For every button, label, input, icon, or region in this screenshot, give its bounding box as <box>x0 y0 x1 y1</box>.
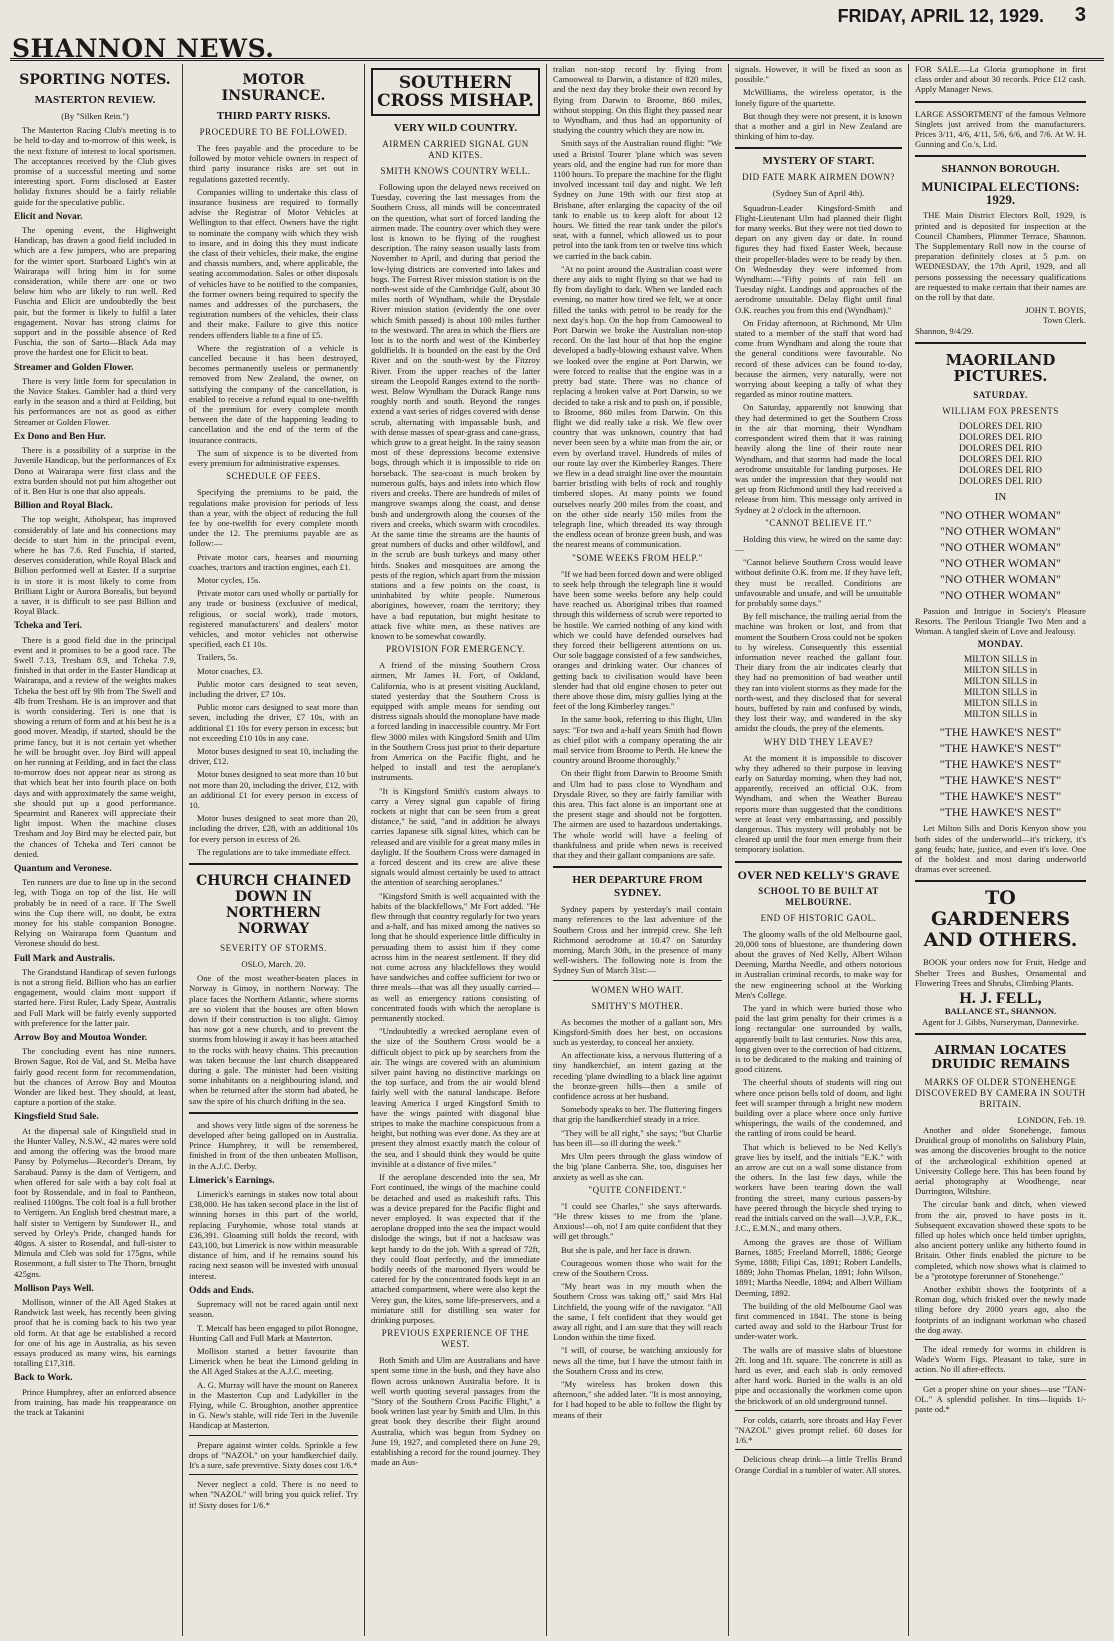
byline: (By "Silken Rein.") <box>61 111 129 121</box>
paragraph: The fees payable and the procedure to be followed by motor vehicle owners in respect of third party insurance risks are set out in regulations gazetted recently. <box>189 143 358 184</box>
article-title: SOUTHERN CROSS MISHAP. <box>371 68 540 116</box>
list-item: "NO OTHER WOMAN" <box>940 523 1061 538</box>
article-title: HER DEPARTURE FROM SYDNEY. <box>572 874 703 900</box>
paragraph: Motor cycles, 15s. <box>197 574 261 585</box>
cinema-title: MAORILAND PICTURES. <box>945 350 1056 385</box>
classified-ad: FOR SALE.—La Gloria gramophone in first class order and about 30 records. Price £12 cash. Apply Manager News. <box>915 64 1086 95</box>
column-1 <box>8 64 183 1636</box>
article-subtitle: DID FATE MARK AIRMEN DOWN? <box>742 172 895 183</box>
page-header <box>0 0 1114 64</box>
paragraph: Prince Humphrey, after an enforced absence from training, has made his reappearance on the track at Takanini <box>14 1386 176 1417</box>
article-tagline: AIRMEN CARRIED SIGNAL GUN AND KITES. <box>382 139 529 160</box>
paragraph: Another and older Stonehenge, famous Druidical group of monoliths on Salisbury Plain, was among the discoveries brought to the notice of the archæological exhibition opened at University College here. This has been found by aerial photography at Woodhenge, near Durrington, Wiltshire. <box>915 1124 1086 1197</box>
article-title: CHURCH CHAINED DOWN IN NORTHERN NORWAY <box>196 873 351 937</box>
signature-title: Town Clerk. <box>1043 315 1086 326</box>
paragraph: Courageous women those who wait for the crew of the Southern Cross. <box>553 1257 722 1278</box>
section <box>14 1373 176 1417</box>
star-list <box>915 422 1086 488</box>
article-title: MYSTERY OF START. <box>762 155 875 168</box>
section-head: Quantum and Veronese. <box>14 864 112 875</box>
article-subtitle: SEVERITY OF STORMS. <box>220 943 327 953</box>
advertiser-address: BALLANCE ST., SHANNON. <box>944 1006 1057 1017</box>
notice-title: SHANNON BOROUGH. <box>941 163 1060 176</box>
list-item: DOLORES DEL RIO <box>958 443 1043 454</box>
paragraph: On Saturday, apparently not knowing that they had determined to get the Southern Cross in the air that morning, their Wyndham correspondent wired them that it was raining heavily along the line of their route near Wyndham, and that storms had made the local aerodrome unsuitable for landing purposes. He was under the impression that they would not get up from Richmond until they had received a release from him. This message only arrived in Sydney at 2 o'clock in the afternoon. <box>735 402 902 515</box>
paragraph: There is a good field due in the principal event and it promises to be a good race. The Swell 7.13, Tresham 8.9, and Tcheka 7.9, finished in that order in the Easter Handicap at Wairarapa, and a review of the weights makes Tcheka the best off by 9lb from The Swell and 4lb from Tresham. He is an improver and that is worth considering. Teri is one that is showing a return of form and at his best he is a good mover. Meadip, if started, should be the prime fancy, but it is not certain yet whether he will be brought over. Joy Bird will appeal on her running at Feilding, and in fact the class to-morrow does not appear near as strong as that which beat her into fourth place on both days and with approximately the same weight, she should put up a good performance. Spearmint and Ranerex will appreciate their light impost. When the machine closes Tresham and Joy Bird may be elected pair, but the chances of Tcheka and Teri cannot be denied. <box>14 634 176 859</box>
article-title: OVER NED KELLY'S GRAVE <box>737 867 900 882</box>
paragraph: Holding this view, he wired on the same day:— <box>735 533 902 554</box>
dateline: OSLO, March. 20. <box>241 959 306 969</box>
section <box>14 501 176 616</box>
paragraph: In the same book, referring to this flight, Ulm says: "For two and a-half years Smith had flown as chief pilot with a company operating the air mail service from Broome to Perth. He knew the country around Broome thoroughly." <box>553 714 722 766</box>
paragraph: Motor buses designed to seat 10, including the driver, £12. <box>189 745 358 767</box>
paragraph: On their flight from Darwin to Broome Smith and Ulm had to pass close to Wyndham and Drysdale River, so they are fairly familiar with this area. This fact alone is an important one at the present stage and should not be forgotten. The airmen are used to hazardous undertakings. The whole world will have a feeling of thankfulness and pride when news is received that they and their gallant companions are safe. <box>553 768 722 861</box>
column-6 <box>909 64 1092 1636</box>
advertisement: The ideal remedy for worms in children is Wade's Worm Figs. Pleasant to take, sure in action. No ill after-effects. <box>915 1343 1086 1375</box>
article-subtitle: SMITHY'S MOTHER. <box>591 1000 684 1011</box>
list-item: "THE HAWKE'S NEST" <box>939 773 1062 788</box>
ad-title: TO GARDENERS AND OTHERS. <box>923 887 1078 952</box>
divider <box>915 880 1086 882</box>
column-2 <box>183 64 365 1636</box>
paragraph: But though they were not present, it is known that a mother and a girl in New Zealand are thinking of him to-day. <box>735 110 902 142</box>
section-head: Elicit and Novar. <box>14 211 83 222</box>
paragraph: Where the registration of a vehicle is cancelled because it has been destroyed, becomes permanently useless or permanently removed from New Zealand, the owner, on satisfying the company of the cancellation, is enabled to receive a refund equal to one-twelfth of the premium for every complete month between the date of the happening leading to cancellation and the end of the term of the insurance contracts. <box>189 342 358 445</box>
paragraph: "Undoubtedly a wrecked aeroplane even of the size of the Southern Cross would be a difficult object to pick up by searchers from the air. The wings are covered with an aluminium silver paint having no distinctive markings on the top surface, and from the air would blend fairly well with the natural landscape. Before leaving America I urged Kingsford Smith to have the wings painted with diagonal blue stripes to make the machine conspicuous from a height, but nothing was ever done. As they are at present they almost exactly match the colour of the sea, and I should think they would be quite invisible at a distance of five miles." <box>371 1026 540 1169</box>
divider <box>915 155 1086 157</box>
paragraph: A. G. Murray will have the mount on Ranerex in the Masterton Cup and Ladykiller in the Flying, while C. Broughton, another apprentice in G. New's stable, will ride Teri in the Juvenile Handicap at Masterton. <box>189 1379 358 1431</box>
list-item: "THE HAWKE'S NEST" <box>939 805 1062 820</box>
paragraph: At the dispersal sale of Kingsfield stud in the Hunter Valley, N.S.W., 42 mares were sold and among the offering was the brood mare Pansy by Polymelus—Recorder's Dream, by Sarabaud. Pansy is the dam of Vertigern, and when offered for sale with a bay colt foal at foot by Rossendale, and in foal to Pantheon, realised 1100gns. The colt foal is a full brother to Vertigern. An English bred chestnut mare, a half sister to Vertigern by Sundower II., and served by Orley's Pride, changed hands for 40gns. A sister to Rosendal, and full-sister to Mimula and Cleb was sold for 175gns, while Rosenmont, a full sister to The Thorn, brought 425gns. <box>14 1125 176 1279</box>
article-title: AIRMAN LOCATES DRUIDIC REMAINS <box>931 1041 1070 1071</box>
paragraph: The sum of sixpence is to be diverted from every premium for administrative expenses. <box>189 447 358 469</box>
dateline: LONDON, Feb. 19. <box>1017 1114 1086 1125</box>
article-subtitle: SCHOOL TO BE BUILT AT MELBOURNE. <box>758 885 879 907</box>
list-item: DOLORES DEL RIO <box>958 432 1043 443</box>
section-head: Ex Dono and Ben Hur. <box>14 431 106 442</box>
list-item: MILTON SILLS in <box>963 688 1038 699</box>
paragraph: The gloomy walls of the old Melbourne gaol, 20,000 tons of bluestone, are thundering down about the graves of Ned Kelly, Albert Wilson Deeming, Martha Needle, and others notorious in Australian criminal records, to make way for the new engineering school at the Working Men's College. <box>735 928 902 1000</box>
advertisement: Prepare against winter colds. Sprinkle a few drops of "NAZOL" on your handkerchief daily. It's a sure, safe preventive. Sixty doses cost 1/6.* <box>189 1439 358 1470</box>
divider <box>915 101 1086 103</box>
column-4 <box>547 64 729 1636</box>
paragraph: By fell mischance, the trailing aerial from the machine was broken or lost, and from that moment the Southern Cross could not be spoken to by wireless. Consequently this essential information never reached the gallant four. Their diary from the air indicates clearly that they had no premonition of bad weather until they ran into violent storms as they made for the north-west, and they disclosed that for several hours, buffeted by rain and confused by winds, they lost their way, and wandered in the sky amidst the clouds, the prey of the elements. <box>735 611 902 734</box>
paragraph: That which is believed to be Ned Kelly's grave lies by itself, and the initials "E.K." with an arrow are cut on a wall some distance from the others. In the last few days, while the workers have been tearing down the wall fronting the street, many curious passers-by have peered through the bicycle shed trying to read the initials carved on the wall—J.V.P., F.K., J.C., E.M.N., and many others. <box>735 1141 902 1234</box>
dateline: (Sydney Sun of April 4th). <box>772 188 865 199</box>
presents-line: WILLIAM FOX PRESENTS <box>942 405 1059 416</box>
article-subtitle: MASTERTON REVIEW. <box>34 94 156 106</box>
list-item: "THE HAWKE'S NEST" <box>939 725 1062 740</box>
paragraph: Public motor cars designed to seat seven, including the driver, £7 10s. <box>189 678 358 699</box>
divider <box>189 1474 358 1475</box>
advertisement: Never neglect a cold. There is no need to when "NAZOL" will bring you quick relief. Try it! Sixty doses for 1/6.* <box>189 1479 358 1510</box>
section-head: Back to Work. <box>14 1373 73 1384</box>
signature: JOHN T. BOYIS, <box>1025 305 1086 316</box>
paragraph: The Grandstand Handicap of seven furlongs is not a strong field. Billion who has an earlier engagement, would claim most support if started here. First Ruler, Lady Spear, Australis and Full Mark will be fairly evenly supported with preference for the latter pair. <box>14 966 176 1028</box>
paragraph: As becomes the mother of a gallant son, Mrs Kingsford-Smith does her best, on occasions such as yesterday, to conceal her anxiety. <box>553 1016 722 1048</box>
paragraph: The Masterton Racing Club's meeting is to be held to-day and to-morrow of this week, is the next fixture of interest to local sportsmen. The acceptances received by the Club gives promise of a successful meeting and some interesting sport. Form disclosed at Easter holiday fixtures should be a fairly reliable guide for the speculative public. <box>14 125 176 207</box>
list-item: "NO OTHER WOMAN" <box>940 571 1061 586</box>
section-head: Odds and Ends. <box>189 1285 254 1296</box>
paragraph: The opening event, the Highweight Handicap, has drawn a good field included in which are a few jumpers, who are preparing for the winter sport. Starboard Light's win at Wairarapa will bring him in for some consideration, while there are one or two below him who are likely to run well. Red Fuschia and Elicit are undoubtedly the best pair, but the former is likely to fulfil a later engagement. Novar has strong claims for support and in the possible absence of Red Fuschia, the son of Sarto—Black Ada may prove the hardest one for Elicit to beat. <box>14 225 176 358</box>
list-item: "THE HAWKE'S NEST" <box>939 757 1062 772</box>
paragraph: Motor buses designed to seat more than 10 but not more than 20, including the driver, £12, with an additional £1 for every person in excess of 10. <box>189 769 358 810</box>
article-subtitle: VERY WILD COUNTRY. <box>393 122 518 134</box>
notice-date: Shannon, 9/4/29. <box>915 325 974 336</box>
paragraph: But she is pale, and her face is drawn. <box>561 1244 692 1255</box>
section-head: Kingsfield Stud Sale. <box>14 1112 99 1123</box>
list-item: DOLORES DEL RIO <box>958 476 1043 487</box>
paragraph: Companies willing to undertake this class of insurance business are required to formally advise the Registrar of Motor Vehicles at Wellington to that effect. Owners have the right to nominate the company with which they wish to insure, and in doing this they must indicate the class of their vehicles, their make, the engine and chassis numbers, and, where applicable, the seating accommodation. Sales or other disposals of vehicles have to be notified to the companies, the former owners being required to specify the names and addresses of the purchasers, the registration numbers of the vehicles, their class and their make. Failure to give this notice renders offenders liable to a fine of £5. <box>189 186 358 340</box>
divider <box>553 866 722 868</box>
section <box>14 212 176 358</box>
divider <box>915 342 1086 344</box>
paragraph: tralian non-stop record by flying from Camooweal to Darwin, a distance of 820 miles, and the next day they broke their own record by flying from Darwin to Broome, 860 miles, without stopping. On this flight they passed near to Wyndham, and thus had an opportunity of studying the country which they are now in. <box>553 64 722 136</box>
divider <box>735 147 902 149</box>
paragraph: Somebody speaks to her. The fluttering fingers that grip the handkerchief steady in a trice. <box>553 1104 722 1125</box>
paragraph: Trailers, 5s. <box>197 652 238 663</box>
paragraph: One of the most weather-beaten places in Norway is Gimoy, in northern Norway. The place faces the Northern Atlantic, where storms are so violent that the houses are often blown down if their construction is too slight. Gimoy has now got a new church, and to prevent the storms from blowing it away it has been attached to the rocks with heavy chains. This precaution was taken because the last church disappeared during a gale. The minister had been visiting some inhabitants on a neighbouring island, and when he returned after the storm had abated, he saw the spire of his church drifting in the sea. <box>189 973 358 1106</box>
star-list <box>915 655 1086 721</box>
in-line: IN <box>994 490 1007 503</box>
paragraph: There is very little form for speculation in the Novice Stakes. Gambler had a third very early in the season and a third at Feilding, but his performances are not as good as either Streamer or Golden Flower. <box>14 375 176 427</box>
paragraph: "Kingsford Smith is well acquainted with the habits of the blackfellows," Mr Fort added. "He flew through that country regularly for two years and a-half, and has mixed among the natives so long that he should experience little difficulty in persuading them to assist him if they come across him in the nearest settlement. If they did not come across any blackfellows they would have sandwiches and coffee sufficient for two or three meals—that was all they usually carried—as well as emergency rations consisting of concentrated foods with which the aeroplane is permanently stocked. <box>371 890 540 1024</box>
paragraph: Public motor cars designed to seat more than seven, including the driver, £7 10s, with an additional £1 10s for every person in excess; but not exceeding £10 10s in any case. <box>189 702 358 743</box>
paragraph: "My wireless has broken down this afternoon," she added later. "It is most annoying, for I had hoped to be able to follow the flight by means of their <box>553 1378 722 1420</box>
advertiser-name: H. J. FELL, <box>959 990 1042 1008</box>
paragraph: Mollison started a better favourite than Limerick when he beat the Limond gelding in the All Aged Stakes at the A.J.C. meeting. <box>189 1345 358 1377</box>
divider <box>735 1410 902 1411</box>
list-item: "THE HAWKE'S NEST" <box>939 789 1062 804</box>
list-item: "NO OTHER WOMAN" <box>940 539 1061 554</box>
divider <box>735 1449 902 1450</box>
paragraph: The cheerful shouts of students will ring out where once prison bells told of doom, and light feet will scamper through a bright new modern building over a place where once only furtive whisperings, the wails of the condemned, and the rattling of irons could be heard. <box>735 1077 902 1139</box>
paragraph: The building of the old Melbourne Gaol was first commenced in 1841. The stone is being carted away and sold to the Harbour Trust for under-water work. <box>735 1300 902 1342</box>
divider <box>189 1435 358 1436</box>
paragraph: "They will be all right," she says; "but Charlie has been ill—so ill during the week." <box>553 1127 722 1148</box>
article-title: MOTOR INSURANCE. <box>221 72 326 104</box>
paragraph: The yard in which were buried those who paid the last grim penalty for their crimes is a long rectangular one surrounded by walls, apparently built to last centuries. Now this area, long given over to the correction of bad citizens, is to be dedicated to the making and training of good citizens. <box>735 1003 902 1075</box>
paragraph: Squadron-Leader Kingsford-Smith and Flight-Lieutenant Ulm had planned their flight for many weeks. But they were not tied down to depart on any given day or date. In round figures they had fixed Easter Week, because their propeller-blades were to be ready by then. On Wednesday they were informed from Wyndham:—"Fifty points of rain fell on Tuesday night. Landings and approaches of the aerodrome unsuitable. Delay flight until final O.K. reaches you from this end (Wyndham)." <box>735 202 902 315</box>
day-heading: SATURDAY. <box>973 389 1028 400</box>
section <box>14 432 176 496</box>
masthead: SHANNON NEWS. <box>12 34 275 63</box>
paragraph: "If we had been forced down and were obliged to seek help through the telegraph line it would have been some weeks before any help could have reached us. Aboriginal tribes that roamed through this wilderness of scrub were reported to be hostile. We carried nothing of any kind with which we could have defended ourselves had they forced their belligerent attentions on us. Our sole baggage consisted of a few sandwiches, oranges and drinking water. Our chances of getting back to civilisation would have been slender had that old engine chosen to peter out there above those dim, misty gullies lying at the feet of the long Kimberley ranges." <box>553 568 722 712</box>
paragraph: "I could see Charles," she says afterwards. "He threw kisses to me from the 'plane. Anxious!—oh, no! I am quite confident that they will get through." <box>553 1200 722 1242</box>
list-item: "THE HAWKE'S NEST" <box>939 741 1062 756</box>
list-item: DOLORES DEL RIO <box>958 421 1043 432</box>
section-head: "CANNOT BELIEVE IT." <box>765 517 872 528</box>
paragraph: An affectionate kiss, a nervous fluttering of a tiny handkerchief, an intent gazing at the receding 'plane dwindling to a black line against the bronze-green hills—then a smile of confidence across at her husband. <box>553 1050 722 1102</box>
notice-headline: MUNICIPAL ELECTIONS: 1929. <box>921 179 1080 208</box>
section <box>14 1112 176 1278</box>
section-head: Full Mark and Australis. <box>14 953 115 964</box>
paragraph: Private motor cars used wholly or partially for any trade or business (exclusive of medical, religious, or social work), trade motors, registered manufacturers' and dealers' motor vehicles, and motor vehicles not otherwise specified, each £1 10s. <box>189 588 358 650</box>
advertisement: For colds, catarrh, sore throats and Hay Fever "NAZOL" gives prompt relief. 60 doses for 1/6.* <box>735 1414 902 1446</box>
paragraph: Both Smith and Ulm are Australians and have spent some time in the bush, and they have also flown across unknown Australia before. It is well worth quoting several passages from the "Story of the Southern Cross Pacific Flight," a book written last year by Smith and Ulm. In this great book they describe their flight around Australia, which was begun from Sydney on June 19, 1927, and completed there on June 29, establishing a record for the round journey. They made an Aus- <box>371 1355 540 1468</box>
paragraph: On Friday afternoon, at Richmond, Mr Ulm stated to a member of the staff that word had come from Wyndham and along the route that the general conditions were favourable. No record of these advices can be found to-day, because the airmen, very naturally, were not worrying about keeping a tally of what they regarded as minor routine matters. <box>735 317 902 400</box>
paragraph: "My heart was in my mouth when the Southern Cross was taking off," said Mrs Hal Litchfield, the young wife of the navigator. "All the same, I felt confident that they would get away all right, and I am sure that they will reach London within the time fixed. <box>553 1281 722 1343</box>
film-list <box>915 507 1086 603</box>
paragraph: At the moment it is impossible to discover why they adhered to their purpose in leaving early on Saturday morning, when they had not, apparently, received an official O.K. from Wyndham, and when the Weather Bureau reports more than suggested that the conditions were at least very embarrassing, and possibly dangerous. This mystery will probably not be cleared up until the four men emerge from their temporary isolation. <box>735 752 902 855</box>
article-tagline: SMITH KNOWS COUNTRY WELL. <box>380 166 531 176</box>
paragraph: The circular bank and ditch, when viewed from the air, proved to have posts in it. Subsequent excavation showed these spots to be filled up holes which once held timber uprights, also ancient pottery unlike any hitherto found in Britain. Other finds enabled the picture to be completed, which now shows what is claimed to be a "prototype forerunner of Stonehenge." <box>915 1199 1086 1281</box>
paragraph: Sydney papers by yesterday's mail contain many references to the last adventure of the Southern Cross and her intrepid crew. She left Richmond aerodrome at 10.47 on Saturday morning, March 30th, in the presence of many well-wishers. The following note is from the Sydney Sun of March 31st:— <box>553 904 722 976</box>
page-number: 3 <box>1074 4 1086 26</box>
section-head: Tcheka and Teri. <box>14 621 83 632</box>
section-head: PROVISION FOR EMERGENCY. <box>385 644 526 655</box>
divider <box>189 863 358 865</box>
paragraph: Another exhibit shows the footprints of a Roman dog, which frisked over the newly made tiling before dry 2000 years ago, also the footprints of an indignant workman who chased the dog away. <box>915 1283 1086 1335</box>
list-item: MILTON SILLS in <box>963 677 1038 688</box>
paragraph: The top weight, Atholspear, has improved considerably of late and his connections may decide to start him in the principal event, where he has 7.6. Red Fuschia, if started, deserves consideration, while Royal Black and Billion performed well at Easter. If a surprise is in store it is most likely to come from Brilliant Light or Aurora Borealis, but beyond a saver, it is difficult to see past Billion and Royal Black. <box>14 514 176 617</box>
section <box>14 621 176 859</box>
classified-ad: LARGE ASSORTMENT of the famous Velmore Singlets just arrived from the manufacturers. Prices 3/11, 4/6, 4/11, 5/6, 6/6, and 7/6. At W. H. Gunning and Co.'s, Ltd. <box>915 108 1086 150</box>
paragraph: "It is Kingsford Smith's custom always to carry a Verey signal gun capable of firing rockets at night that can be seen from a great distance," he said, "and in addition he always carries Japanese silk signal kites, which can be released and are visible for a great many miles in daylight. If the Southern Cross were damaged in a forced descent and its crew are alive these signals would almost certainly be used to attract the attention of searching aeroplanes." <box>371 785 540 888</box>
paragraph: T. Metcalf has been engaged to pilot Bonogne, Hunting Call and Full Mark at Masterton. <box>189 1322 358 1343</box>
section-head: Mollison Pays Well. <box>14 1283 94 1294</box>
list-item: "NO OTHER WOMAN" <box>940 587 1061 602</box>
paragraph: and shows very little signs of the soreness he developed after being galloped on in Australia. Prince Humphrey, it will be remembered, finished in front of the then unbeaten Mollison, in the A.J.C. Derby. <box>189 1119 358 1171</box>
paragraph: Ten runners are due to line up in the second leg, with Tioga on top of the list. He will probably be in need of a race. If The Swell wins the Cup there will, no doubt, be extra money for his stable companion Bonogne. Relying on Wairarapa form Quantum and Veronese should do best. <box>14 877 176 949</box>
article-tagline: END OF HISTORIC GAOL. <box>760 912 877 923</box>
paragraph: Mollison, winner of the All Aged Stakes at Randwick last week, has recently been giving proof that he is coming back to his two year old form. At that age he established a record for one of his age in Australia, as his seven essays produced as many wins, his earnings totalling £17,318. <box>14 1296 176 1369</box>
list-item: MILTON SILLS in <box>963 655 1038 666</box>
paragraph: Private motor cars, hearses and mourning coaches, tractors and traction engines, each £1. <box>189 551 358 572</box>
article-subtitle: MARKS OF OLDER STONEHENGE DISCOVERED BY CAMERA IN SOUTH BRITAIN. <box>915 1076 1086 1109</box>
section-head: Billion and Royal Black. <box>14 501 113 512</box>
section-head: Limerick's Earnings. <box>189 1175 275 1186</box>
paragraph: Motor buses designed to seat more than 20, including the driver, £28, with an additional 10s for every person in excess of 26. <box>189 813 358 844</box>
paragraph: Smith says of the Australian round flight: "We used a Bristol Tourer 'plane which was seven years old, and the engine had run for more than 1100 hours. To prepare the machine for the flight involved incessant toil day and night. We left Sydney on June 19th with our first stop at Brisbane, after enlarging the capacity of the oil tank to enable us to keep aloft for about 12 hours. We fitted the rear tank under the pilot's seat, with a funnel, which allowed us to pour petrol into the tank from ten or twelve tins which we carried in the back cabin. <box>553 138 722 261</box>
paragraph: The regulations are to take immediate effect. <box>197 846 351 857</box>
columns <box>8 64 1106 1636</box>
divider <box>553 980 722 981</box>
paragraph: A friend of the missing Southern Cross airmen, Mr James H. Fort, of Oakland, California, who is at present visiting Auckland, stated yesterday that the Southern Cross is equipped with ample means for sending out distress signals should the monoplane have made a forced landing in inaccessible country. Mr Fort flew 3000 miles with Kingsford Smith and Ulm in the Southern Cross just prior to their departure from America on the Pacific flight, and he helped to install and test the aeroplane's instruments. <box>371 660 540 783</box>
film-list <box>915 724 1086 820</box>
advertiser-agent: Agent for J. Gibbs, Nurseryman, Dannevirke. <box>922 1016 1079 1027</box>
paragraph: McWilliams, the wireless operator, is the lonely figure of the quartette. <box>735 87 902 108</box>
paragraph: Supremacy will not be raced again until next season. <box>189 1299 358 1320</box>
paragraph: Let Milton Sills and Doris Kenyon show you both sides of the underworld—it's trickery, it's gang feuds; hate, justice, and even it's love. One of the boldest and most daring underworld dramas ever screened. <box>915 823 1086 875</box>
divider <box>915 1339 1086 1340</box>
advertisement: Delicious cheap drink—a little Trellis Brand Orange Cordial in a tumbler of water. All stores. <box>735 1454 902 1475</box>
divider <box>735 861 902 863</box>
section-head: WHY DID THEY LEAVE? <box>763 736 874 747</box>
paragraph: If the aeroplane descended into the sea, Mr Fort continued, the wings of the machine could be detached and used as makeshift rafts. This was a device prepared for the Pacific flight and never employed. It was expected that if the aeroplane dropped into the sea the impact would dislodge the wings, but if not a hacksaw was kept handy to do the job. With a spread of 72ft, they could float perfectly, and the immediate bodily needs of the marooned flyers would be catered for by the concentrated foods kept in an attached compartment, where were also kept the Verey gun, the kites, some life-preservers, and a miniature still for distilling sea water for drinking purposes. <box>371 1172 540 1325</box>
paragraph: THE Main District Electors Roll, 1929, is printed and is deposited for inspection at the Council Chambers, Plimmer Terrace, Shannon. The Supplementary Roll now in the course of preparation definitely closes at 5 p.m. on WEDNESDAY, the 17th April, 1929, and all persons possessing the necessary qualifications are requested to make certain that their names are on the roll by that date. <box>915 210 1086 303</box>
section-head: "QUITE CONFIDENT." <box>588 1184 687 1195</box>
paragraph: "I will, of course, be watching anxiously for news all the time, but I have the utmost faith in the Southern Cross and its crew. <box>553 1345 722 1376</box>
section <box>14 363 176 427</box>
section <box>14 1033 176 1107</box>
paragraph: Specifying the premiums to be paid, the regulations make provision for periods of less than a year, with the object of reducing the full fee by one-twelfth for every complete month under the 12. The premiums payable are as follow:— <box>189 487 358 549</box>
day-heading: MONDAY. <box>977 639 1024 650</box>
column-5 <box>729 64 909 1636</box>
list-item: MILTON SILLS in <box>963 699 1038 710</box>
paragraph: "At no point around the Australian coast were there any aids to night flying so that we had to fly from daylight to dark. When we landed each evening, no matter how tired we felt, we at once filled the tanks with petrol to be ready for the next day's hop. On the hop from Camooweal to Port Darwin we broke the Australian non-stop record. On the last hour of that hop the engine developed a badly-blowing exhaust valve. When we looked over the engine at Port Darwin, we were forced to realise that the engine was in a pretty bad state. There was no chance of replacing a broken valve at Port Darwin, so we decided to take a risk and to push on, if possible, to Broome, 860 miles from Darwin. On this flight we did really take a risk. We flew over country that was unknown, country that had never been seen by a white man from the air, or even by overland travel. Hundreds of miles of our route lay over the Kimberley Ranges. There we flew in a dead straight line over the mountain barrier bristling with belts of rock and roughly timbered slopes. At many points we found ourselves nearly 200 miles from the coast, and on the other side nearly 150 miles from the telegraph line, which threaded its way through the endless ocean of bronze green bush, and was the nearest means of communication. <box>553 263 722 550</box>
list-item: MILTON SILLS in <box>963 666 1038 677</box>
paragraph: BOOK your orders now for Fruit, Hedge and Shelter Trees and Bushes, Ornamental and Flowering Trees and Shrubs, Climbing Plants. <box>915 957 1086 988</box>
paragraph: Following upon the delayed news received on Tuesday, covering the last messages from the Southern Cross, all minds will be concentrated on the question, what sort of forced landing the airmen made. The country over which they were lost is known to be flying of the roughest description. The rainy season usually lasts from November to April, and during that period the low-lying districts are converted into lakes and bogs. The Forrest River mission station is on the north-west side of the Cambridge Gulf, about 30 miles north of Wyndham, while the Drysdale River mission station (evidently the one over which Smith passed) is about 100 miles further to the westward. The area in which the fliers are lost is to the north and west of the Kimberley goldfields. It is bounded on the east by the Ord River and on the south-west by the Fitzroy River. From the upper reaches of the latter stream the Leopold Ranges extend to the north-west. Below Wyndham the Durack Range runs roughly north and south. Beyond the ranges extend a vast series of ridges covered with dense scrub, alternating with impassable bush, and with dense masses of spear-grass and cane-grass, which grow to a great height. In the rainy season most of these depressions become extensive bogs, through which it is impossible to ride on horseback. The sea-coast is much broken by numerous gulfs, bays and inlets into which flow rivers and creeks. There are hundreds of miles of mangrove swamps along the coast, and dense bush and undergrowth along the courses of the rivers and creeks, which swarm with crocodiles. At the same time the streams are the haunts of great numbers of ducks and other wildfowl, and in the scrub are bush turkeys and many other birds. Snakes and mosquitoes are among the pests of the region, which apart from the mission stations and a few points on the coast, is uninhabited by white people. Numerous aborigines, however, roam the territory; they have a bad reputation, but might hesitate to attack five white men, as these natives are known to be somewhat cowardly. <box>371 182 540 641</box>
article-title: WOMEN WHO WAIT. <box>591 984 684 995</box>
column-3 <box>365 64 547 1636</box>
list-item: "NO OTHER WOMAN" <box>940 507 1061 522</box>
section-head: SCHEDULE OF FEES. <box>226 471 321 482</box>
section <box>14 954 176 1028</box>
list-item: MILTON SILLS in <box>963 710 1038 721</box>
divider <box>915 1033 1086 1035</box>
paragraph: The walls are of massive slabs of bluestone 2ft. long and 1ft. square. The concrete is still as hard as ever, and each slab is only removed after hard work. Buried in the walls is an old pipe and occasionally the workmen come upon the brickwork of an old underground tunnel. <box>735 1344 902 1406</box>
list-item: DOLORES DEL RIO <box>958 465 1043 476</box>
paragraph: Passion and Intrigue in Society's Pleasure Resorts. The Perilous Triangle Two Men and a Woman. A tangled skein of Love and Jealousy. <box>915 605 1086 637</box>
dateline: FRIDAY, APRIL 12, 1929. <box>837 6 1044 26</box>
section-head: Arrow Boy and Moutoa Wonder. <box>14 1033 148 1044</box>
divider <box>915 1379 1086 1380</box>
paragraph: signals. However, it will be fixed as soon as possible." <box>735 64 902 85</box>
paragraph: Among the graves are those of William Barnes, 1885; Freeland Morrell, 1886; George Syme, 1888; Filipi Cas, 1891; Robert Landells, 1889; John Thomas Phelan, 1891; John Wilson, 1891; Martha Needle, 1894; and Albert William Deeming, 1892. <box>735 1236 902 1298</box>
list-item: "NO OTHER WOMAN" <box>940 555 1061 570</box>
paragraph: Mrs Ulm peers through the glass window of the big 'plane Canberra. She, too, disguises her anxiety as well as she can. <box>553 1151 722 1182</box>
header-rule <box>10 58 1104 61</box>
section <box>14 864 176 949</box>
paragraph: The concluding event has nine runners. Brown Sague, Roi de Val, and St. Melba have fairly good recent form for recommendation, but the chances of Arrow Boy and Moutoa Wonder are liked best. They should, at least, capture a portion of the stake. <box>14 1046 176 1108</box>
divider <box>189 1112 358 1114</box>
article-title: SPORTING NOTES. <box>19 72 171 88</box>
paragraph: Motor coaches, £3. <box>197 665 263 676</box>
section-head: Streamer and Golden Flower. <box>14 362 134 373</box>
list-item: DOLORES DEL RIO <box>958 454 1043 465</box>
section-head: "SOME WEEKS FROM HELP." <box>572 552 703 563</box>
section-head: PREVIOUS EXPERIENCE OF THE WEST. <box>381 1328 530 1350</box>
advertisement: Get a proper shine on your shoes—use "TAN-OL." A splendid polisher. In tins—liquids 1/- paste od.* <box>915 1383 1086 1414</box>
paragraph: Limerick's earnings in stakes now total about £38,000. He has taken second place in the list of winning horses in this part of the world, replacing Furyhomie, whose total stands at £36,391. Gloaming still holds the record, with £43,100, but Limerick is now within measurable distance of him, and if he remains sound his racing next season will be invested with unusual interest. <box>189 1189 358 1281</box>
paragraph: "Cannot believe Southern Cross would leave without definite O.K. from me. If they have left, they must be recalled. Conditions are unfavourable and unsafe, and will be unsuitable for probably some days." <box>735 557 902 608</box>
paragraph: There is a possibility of a surprise in the Juvenile Handicap, but the performances of Ex Dono at Wairarapa were first class and the extra burden should not put him altogether out of it. Ben Hur is one that also appeals. <box>14 445 176 496</box>
section <box>14 1284 176 1369</box>
article-subtitle: THIRD PARTY RISKS. <box>216 110 331 122</box>
article-tagline: PROCEDURE TO BE FOLLOWED. <box>199 127 348 137</box>
